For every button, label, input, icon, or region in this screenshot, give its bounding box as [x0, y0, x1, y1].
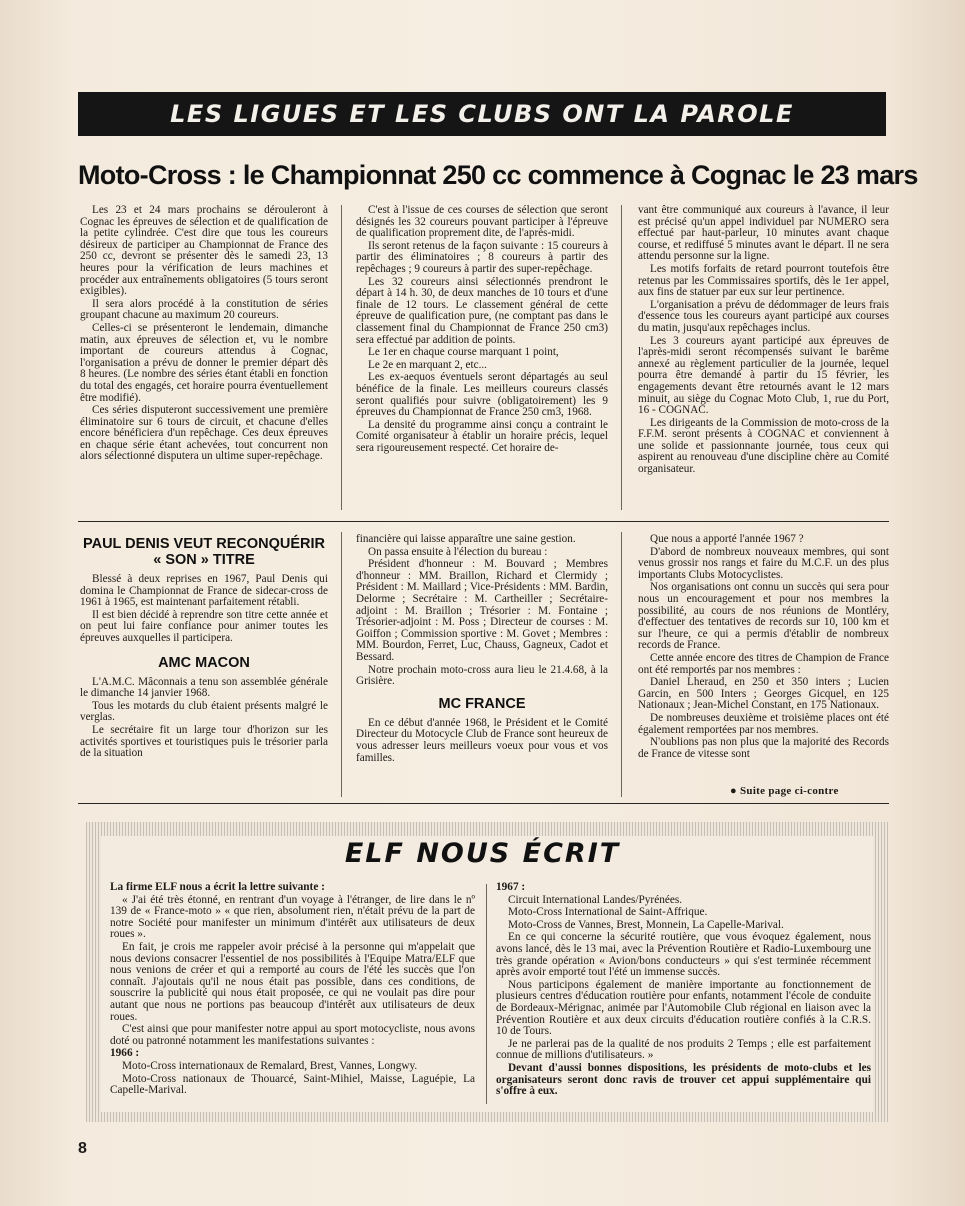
paragraph: 1966 : — [110, 1047, 140, 1060]
paragraph: De nombreuses deuxième et troisième places ont été également remportées par nos membres. — [638, 711, 889, 736]
paragraph: En fait, je crois me rappeler avoir précisé à la personne qui m'appelait que nous devions consacrer l'essentiel de nos possibilités à l'Equipe Matra/ELF que nous venions de créer et qui a remporté au cours de l'été les succès que l'on connaît. J'ajoutais qu'il ne nous était pas possible, dans ces conditions, de souscrire la publicité qui nous était proposée, ce qui ne voulait pas dire pour autant que nous ne portions pas beaucoup d'intérêt aux utilisateurs de deux roues. — [110, 940, 475, 1023]
paragraph: La densité du programme ainsi conçu a contraint le Comité organisateur à établir un horaire précis, lequel sera rigoureusement respecté. Cet horaire de- — [356, 418, 608, 454]
column-divider — [621, 532, 622, 797]
paragraph: D'abord de nombreux nouveaux membres, qui sont venus grossir nos rangs et faire du M.C.F. un des plus importants Clubs Motocyclistes. — [638, 545, 889, 581]
paragraph: En ce début d'année 1968, le Président et le Comité Directeur du Motocycle Club de France sont heureux de vous adresser leurs meilleurs voeux pour vous et vos familles. — [356, 716, 608, 764]
paragraph: Le 2e en marquant 2, etc... — [368, 358, 487, 371]
elf-column-right — [496, 882, 871, 1108]
paragraph: Blessé à deux reprises en 1967, Paul Denis qui domina le Championnat de France de sidecar-cross de 1961 à 1965, est maintenant parfaitement rétabli. — [80, 573, 328, 609]
news-column-middle — [356, 534, 608, 802]
paragraph: vant être communiqué aux coureurs à l'avance, il leur est précisé qu'un appel individuel par NUMERO sera effectué par haut-parleur, 10 minutes avant chaque course, et rediffusé 5 minutes avant le départ. Il ne sera attendu personne sur la ligne. — [638, 205, 889, 263]
paragraph: Daniel Lheraud, en 250 et 350 inters ; Lucien Garcin, en 500 Inters ; Georges Gicquel, en 125 Nationaux ; Jean-Michel Constant, en 175 Nationaux. — [638, 676, 889, 712]
paragraph: 1967 : — [496, 882, 526, 893]
elf-heading: ELF NOUS ÉCRIT — [344, 838, 621, 869]
paragraph: Ces séries disputeront successivement une première éliminatoire sur 6 tours de circuit, et chacune d'elles encore bénéficiera d'un repêchage. Ces deux épreuves en chaque série étant achevées, tout concurrent non alors sélectionné disputera un ultime super-repêchage. — [80, 404, 328, 463]
article-column-1 — [80, 205, 328, 513]
column-divider — [341, 532, 342, 797]
paragraph: Il est bien décidé à reprendre son titre cette année et on peut lui faire confiance pour animer toutes les épreuves auxquelles il participera. — [80, 608, 328, 644]
paragraph: Les 32 coureurs ainsi sélectionnés prendront le départ à 14 h. 30, de deux manches de 10 tours et d'une finale de 12 tours. Le classement général de cette épreuve de qualification pure, (ne comptant pas dans le classement final du Championnat de France 250 cm3) sera effectué par addition de points. — [356, 275, 608, 346]
paragraph: Les dirigeants de la Commission de moto-cross de la F.F.M. seront présents à COGNAC et conviennent à une solide et passionnante journée, tous ceux qui aspirent au renouveau d'une discipline chère au Comité organisateur. — [638, 416, 889, 476]
paragraph: N'oublions pas non plus que la majorité des Records de France de vitesse sont — [638, 736, 889, 760]
page-number: 8 — [78, 1140, 87, 1157]
paragraph: L'A.M.C. Mâconnais a tenu son assemblée générale le dimanche 14 janvier 1968. — [80, 675, 328, 700]
paragraph: Moto-Cross nationaux de Thouarcé, Saint-Mihiel, Maisse, Laguépie, La Capelle-Marival. — [110, 1072, 475, 1097]
paragraph: Circuit International Landes/Pyrénées. — [508, 893, 683, 906]
paragraph: On passa ensuite à l'élection du bureau : — [368, 545, 548, 558]
paragraph: C'est ainsi que pour manifester notre appui au sport motocycliste, nous avons doté ou patronné notamment les manifestations suivantes : — [110, 1023, 475, 1047]
paragraph: Les motifs forfaits de retard pourront toutefois être retenus par les Commissaires sportifs, dès le 1er appel, aux fins de statuer par eux sur leur pertinence. — [638, 262, 889, 299]
paul-denis-heading: PAUL DENIS VEUT RECONQUÉRIR « SON » TITRE — [83, 536, 325, 568]
article-column-3 — [638, 205, 889, 513]
news-column-right — [638, 534, 889, 780]
article-headline: Moto-Cross : le Championnat 250 cc commence à Cognac le 23 mars — [78, 160, 918, 190]
paragraph: Président d'honneur : M. Bouvard ; Membres d'honneur : MM. Braillon, Richard et Clermidy ; Président : M. Maillard ; Vice-Présidents : MM. Bardin, Delorme ; Secrétaire : M. Cartheiller ; Secrétaire-adjoint : M. Braillon ; Trésorier : M. Fontaine ; Trésorier-adjoint : M. Poss ; Directeur de courses : M. Goiffon ; Commission sportive : M. Govet ; Membres : MM. Bourdon, Ferret, Luc, Chauss, Gagneux, Cadot et Bessard. — [356, 558, 608, 663]
paragraph: Moto-Cross de Vannes, Brest, Monnein, La Capelle-Marival. — [508, 918, 784, 931]
paragraph: Que nous a apporté l'année 1967 ? — [650, 534, 804, 545]
column-divider — [341, 205, 342, 510]
paragraph: Nos organisations ont connu un succès qui sera pour nous un encouragement et pour nos membres la possibilité, au cours de nos réunions de Montléry, d'effectuer des tentatives de records sur 10, 100 km et sur l'heure, ce qui a permis d'établir de nombreux records de France. — [638, 581, 889, 652]
mc-france-heading: MC FRANCE — [438, 695, 526, 712]
amc-macon-heading: AMC MACON — [158, 654, 250, 671]
paragraph: Le 1er en chaque course marquant 1 point, — [368, 346, 559, 359]
column-divider — [486, 884, 487, 1104]
paragraph: Je ne parlerai pas de la qualité de nos produits 2 Temps ; elle est parfaitement connue de millions d'utilisateurs. » — [496, 1037, 871, 1062]
paragraph: Moto-Cross International de Saint-Affrique. — [508, 906, 708, 919]
section-divider — [78, 521, 889, 522]
paragraph: L'organisation a prévu de dédommager de leurs frais d'essence tous les coureurs ayant participé aux courses du matin, jusqu'aux repêchages inclus. — [638, 298, 889, 334]
paragraph: financière qui laisse apparaître une saine gestion. — [356, 534, 576, 545]
paragraph: Celles-ci se présenteront le lendemain, dimanche matin, aux épreuves de sélection et, vu le nombre important de coureurs attendus à Cognac, l'organisation a prévu de donner le premier départ dès 8 heures. (Le nombre des séries étant établi en fonction du total des engagés, cet horaire pourra éventuellement être modifié). — [80, 321, 328, 404]
paragraph: Moto-Cross internationaux de Remalard, Brest, Vannes, Longwy. — [122, 1059, 418, 1072]
paragraph: Les ex-aequos éventuels seront départagés au seul bénéfice de la finale. Les meilleurs coureurs classés seront qualifiés pour suivre (obligatoirement) les 9 épreuves du Championnat de France 250 cm3, 1968. — [356, 371, 608, 419]
paragraph: Ils seront retenus de la façon suivante : 15 coureurs à partir des éliminatoires ; 8 coureurs à partir des repêchages ; 9 coureurs à partir des super-repêchage. — [356, 239, 608, 275]
paragraph: Les 3 coureurs ayant participé aux épreuves de l'après-midi seront récompensés suivant le barême annexé au règlement particulier de la journée, lequel pourra être demandé à partir du 15 février, les engagements devant être retournés avant le 12 mars minuit, au siège du Cognac Moto Club, 1, rue du Port, 16 - COGNAC. — [638, 334, 889, 417]
paragraph: Cette année encore des titres de Champion de France ont été remportés par nos membres : — [638, 651, 889, 676]
column-divider — [621, 205, 622, 510]
paragraph: Devant d'aussi bonnes dispositions, les présidents de moto-clubs et les organisateurs seront donc ravis de trouver cet appui supplémentaire qui s'offre à eux. — [496, 1061, 871, 1098]
paragraph: Les 23 et 24 mars prochains se dérouleront à Cognac les épreuves de sélection et de qualification de la petite cylindrée. C'est dire que tous les coureurs désireux de participer au Championnat de France des 250 cc, devront se présenter dès le samedi 23, 13 heures pour la vérification de leurs machines et procéder aux entraînements obligatoires (5 tours seront exigibles). — [80, 205, 328, 298]
paragraph: C'est à l'issue de ces courses de sélection que seront désignés les 32 coureurs pouvant participer à l'épreuve de qualification proprement dite, de l'après-midi. — [356, 205, 608, 240]
paragraph: Tous les motards du club étaient présents malgré le verglas. — [80, 699, 328, 724]
paragraph: Il sera alors procédé à la constitution de séries groupant chacune au maximum 20 coureurs. — [80, 297, 328, 322]
paragraph: « J'ai été très étonné, en rentrant d'un voyage à l'étranger, de lire dans le nº 139 de « France-moto » « que rien, absolument rien, n'était prévu de la part de notre Société pour manifester un minimum d'intérêt aux utilisateurs de deux roues ». — [110, 893, 475, 941]
elf-column-left — [110, 882, 475, 1108]
paragraph: Le secrétaire fit un large tour d'horizon sur les activités sportives et touristiques puis le trésorier parla de la situation — [80, 723, 328, 760]
paragraph: Nous participons également de manière importante au fonctionnement de plusieurs centres d'éducation routière pour enfants, notamment l'école de conduite de Bordeaux-Mérignac, animée par l'Automobile Club régional en liaison avec la Prévention Routière et aux deux circuits d'éducation routière confiés à la C.R.S. 10 de Tours. — [496, 978, 871, 1038]
paragraph: La firme ELF nous a écrit la lettre suivante : — [110, 882, 325, 893]
section-divider — [78, 803, 889, 804]
paragraph: Notre prochain moto-cross aura lieu le 21.4.68, à la Grisière. — [356, 663, 608, 688]
section-banner: LES LIGUES ET LES CLUBS ONT LA PAROLE — [78, 92, 886, 136]
continued-note: ● Suite page ci-contre — [730, 785, 839, 797]
paragraph: En ce qui concerne la sécurité routière, que vous évoquez également, nous avons lancé, dès le 13 mai, avec la Prévention Routière et Radio-Luxembourg une très grande opération « Avion/bons conducteurs » qui s'est terminée récemment après avoir emporté tout l'été un immense succès. — [496, 931, 871, 979]
news-column-left — [80, 534, 328, 802]
article-column-2 — [356, 205, 608, 513]
